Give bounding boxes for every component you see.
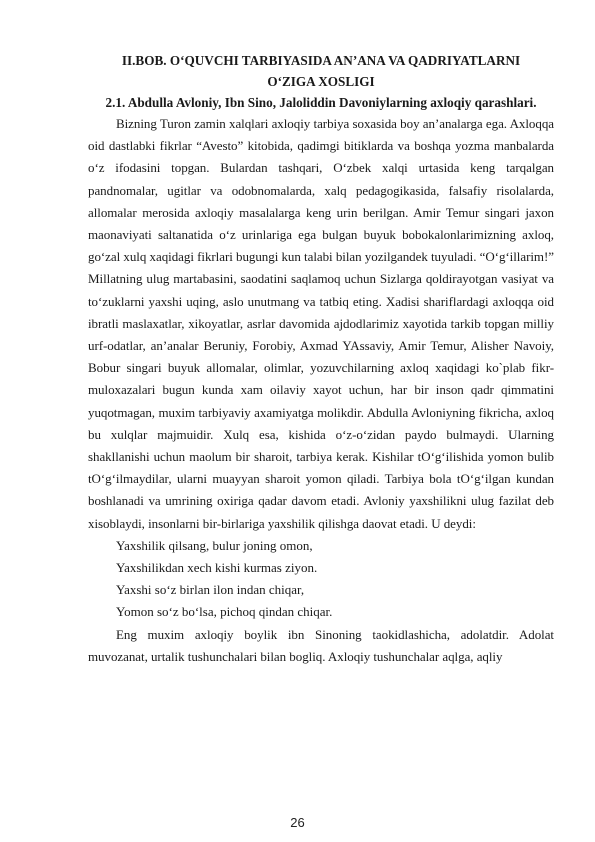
closing-paragraph: Eng muxim axloqiy boylik ibn Sinoning taokidlashicha, adolatdir. Adolat muvozanat, urtalik tushunchalari bilan bogliq. Axloqiy tushunchalar aqlga, aqliy xyxy=(88,626,554,664)
chapter-title-line2: O‘ZIGA XOSLIGI xyxy=(267,74,375,89)
poem-line: Yaxshilik qilsang, bulur joning omon, xyxy=(116,537,313,553)
page-number: 26 xyxy=(290,815,305,830)
chapter-title-line1: II.BOB. O‘QUVCHI TARBIYASIDA AN’ANA VA QADRIYATLARNI xyxy=(121,53,521,68)
poem-line: Yaxshi so‘z birlan ilon indan chiqar, xyxy=(116,582,305,598)
poem-block xyxy=(88,535,554,624)
poem-line: Yaxshilikdan xech kishi kurmas ziyon. xyxy=(116,560,318,576)
section-title: 2.1. Abdulla Avloniy, Ibn Sino, Jaloliddin Davoniylarning axloqiy qarashlari. xyxy=(105,95,537,110)
document-page xyxy=(88,50,554,668)
poem-line: Yomon so‘z bo‘lsa, pichoq qindan chiqar. xyxy=(116,604,333,620)
body-paragraph: Bizning Turon zamin xalqlari axloqiy tarbiya soxasida boy an’analarga ega. Axloqqa oid dastlabki fikrlar “Avesto” kitobida, qadimgi bitiklarda va boshqa yozma manbalarda o‘z ifodasini topgan. Bulardan tashqari, O‘zbek xalqi urtasida keng tarqalgan pandnomalar, ugitlar va odobnomalarda, xalq pedagogikasida, falsafiy risolalarda, allomalar merosida axloqiy masalalarga keng urin berilgan. Amir Temur singari jaxon maonaviyati saltanatida o‘z urinlariga ega bulgan buyuk bobokalonlarimizning axloq, go‘zal xulq xaqidagi fikrlari bugungi kun talabi bilan yozilgandek tuyuladi. “O‘g‘illarim!” Millatning ulug martabasini, saodatini saqlamoq uchun Sizlarga qoldirayotgan vasiyat va to‘zuklarni yaxshi uqing, aslo unutmang va tatbiq eting. Xadisi shariflardagi axloqqa oid ibratli maslaxatlar, xikoyatlar, asrlar davomida ajdodlarimiz xayotida tarkib topgan milliy urf-odatlar, an’analar Beruniy, Forobiy, Axmad YAssaviy, Amir Temur, Alisher Navoiy, Bobur singari buyuk allomalar, olimlar, yozuvchilarning axloq xaqidagi ko`plab fikr-muloxazalari bugun kunda xam oilaviy xayot uchun, har bir inson qadr qimmatini yuqotmagan, muxim tarbiyaviy axamiyatga molikdir. Abdulla Avloniyning fikricha, axloq bu xulqlar majmuidir. Xulq esa, kishida o‘z-o‘zidan paydo bulmaydi. Ularning shakllanishi uchun maolum bir sharoit, tarbiya kerak. Kishilar tO‘g‘ilishida yomon bulib tO‘g‘ilmaydilar, ularni muayyan sharoit yomon qiladi. Tarbiya bola tO‘g‘ilgan kundan boshlanadi va umrining oxiriga qadar davom etadi. Avloniy yaxshilikni ulug fazilat deb xisoblaydi, insonlarni bir-birlariga yaxshilik qilishga daovat etadi. U deydi: xyxy=(88,116,554,531)
